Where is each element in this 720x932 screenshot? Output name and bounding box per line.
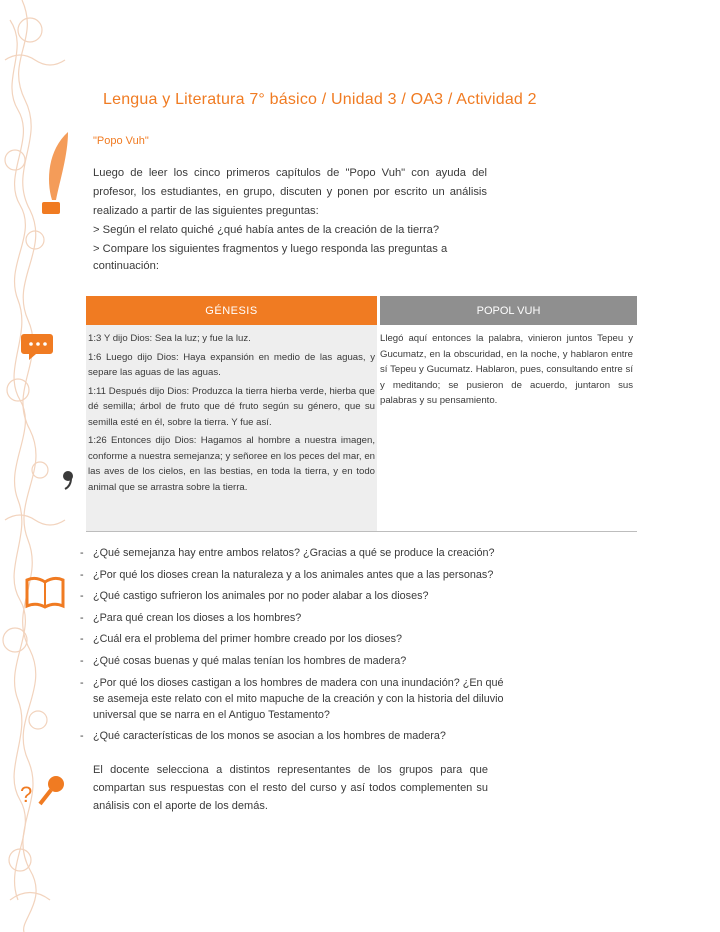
table-header-row [86, 296, 637, 325]
intro-paragraph: Luego de leer los cinco primeros capítulos de "Popo Vuh" con ayuda del profesor, los estudiantes, en grupo, discuten y ponen por escrito un análisis realizado a partir de las siguientes preguntas: [93, 167, 487, 217]
intro-bullets [93, 222, 487, 277]
closing-paragraph: El docente selecciona a distintos representantes de los grupos para que compartan sus respuestas con el resto del curso y así todos complementen su análisis con el aporte de los demás. [93, 764, 488, 812]
genesis-verse: 1:26 Entonces dijo Dios: Hagamos al hombre a nuestra imagen, conforme a nuestra semejanza; y señoree en los peces del mar, en las aves de los cielos, en las bestias, en toda la tierra, y en todo animal que se arrastra sobre la tierra. [88, 435, 375, 493]
intro-bullet: > Compare los siguientes fragmentos y luego responda las preguntas a continuación: [93, 243, 448, 272]
speech-bubble-icon [20, 330, 56, 362]
genesis-verse: 1:3 Y dijo Dios: Sea la luz; y fue la luz. [88, 333, 251, 344]
activity-subtitle: "Popo Vuh" [93, 135, 149, 147]
comma-icon [62, 470, 74, 490]
question-item: - ¿Qué castigo sufrieron los animales por no poder alabar a los dioses? [80, 590, 429, 603]
popol-vuh-cell: Llegó aquí entonces la palabra, vinieron juntos Tepeu y Gucumatz, en la obscuridad, en la noche, y hablaron entre sí Tepeu y Gucumatz. Hablaron, pues, consultando entre sí y meditando; se pusieron de acuerdo, juntaron sus palabras y su pensamiento. [380, 333, 633, 406]
question-item: - ¿Qué cosas buenas y qué malas tenían los hombres de madera? [80, 654, 407, 667]
question-item: - ¿Qué características de los monos se asocian a los hombres de madera? [80, 730, 446, 743]
genesis-verse: 1:6 Luego dijo Dios: Haya expansión en medio de las aguas, y separe las aguas de las aguas. [88, 351, 375, 378]
question-item: - ¿Para qué crean los dioses a los hombres? [80, 611, 302, 624]
quill-icon [38, 130, 78, 220]
question-item: - ¿Por qué los dioses castigan a los hombres de madera con una inundación? ¿En qué se asemeja este relato con el mito mapuche de la creación y con la historia del diluvio universal que se narra en el Antiguo Testamento? [80, 676, 504, 721]
page-title: Lengua y Literatura 7° básico / Unidad 3 / OA3 / Actividad 2 [103, 91, 537, 108]
header-popol-vuh: POPOL VUH [380, 296, 637, 325]
intro-bullet: > Según el relato quiché ¿qué había antes de la creación de la tierra? [93, 224, 440, 236]
microphone-icon [20, 770, 70, 810]
questions-list [80, 545, 510, 750]
book-icon [24, 574, 66, 610]
question-item: - ¿Cuál era el problema del primer hombre creado por los dioses? [80, 633, 403, 646]
comparison-table [86, 296, 637, 532]
question-item: - ¿Qué semejanza hay entre ambos relatos? ¿Gracias a qué se produce la creación? [80, 547, 495, 559]
svg-text:?: ? [20, 782, 33, 807]
genesis-verse: 1:11 Después dijo Dios: Produzca la tierra hierba verde, hierba que dé semilla; árbol de fruto que dé fruto según su género, que su semilla esté en él, sobre la tierra. Y fue así. [88, 385, 375, 428]
question-item: - ¿Por qué los dioses crean la naturaleza y a los animales antes que a las personas? [80, 568, 494, 581]
header-genesis: GÉNESIS [86, 296, 377, 325]
genesis-cell [86, 325, 377, 531]
table-body-row [86, 325, 637, 532]
